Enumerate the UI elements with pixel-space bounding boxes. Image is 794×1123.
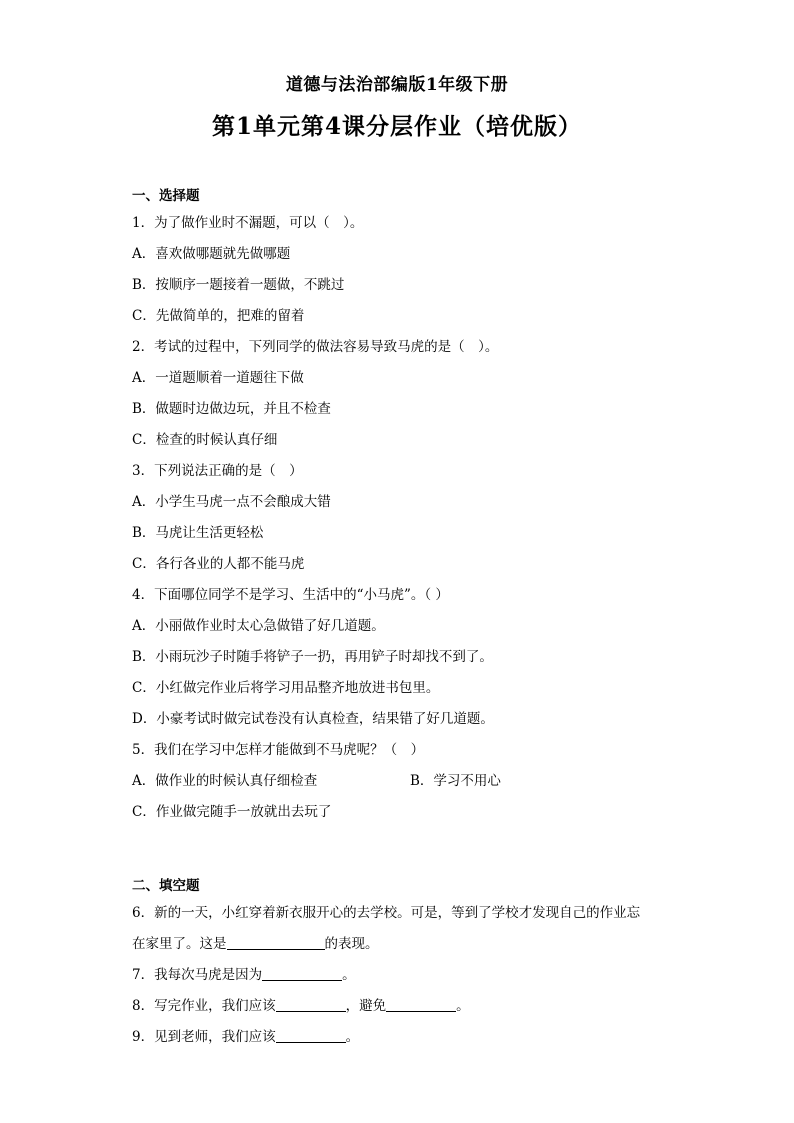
question-2-option-a: A．一道题顺着一道题往下做 [132, 370, 304, 386]
question-8-text-before: 8．写完作业，我们应该 [132, 998, 276, 1014]
question-4-option-a: A．小丽做作业时太心急做错了好几道题。 [132, 618, 385, 634]
section-heading-fill: 二、填空题 [132, 878, 200, 894]
question-5-options-row [132, 766, 672, 797]
question-8-blank-2[interactable] [386, 997, 456, 1012]
worksheet-title: 道德与法治部编版1年级下册 [285, 75, 509, 95]
worksheet-subtitle: 第1单元第4课分层作业（培优版） [211, 113, 582, 140]
question-6-text-after: 的表现。 [324, 936, 379, 952]
question-8-text-middle: ，避免 [345, 998, 387, 1014]
section-heading-choice: 一、选择题 [132, 188, 200, 204]
question-9-text-after: 。 [345, 1029, 360, 1045]
question-3-option-a: A．小学生马虎一点不会酿成大错 [132, 494, 331, 510]
question-1-option-a: A．喜欢做哪题就先做哪题 [132, 246, 291, 262]
question-3-stem: 3．下列说法正确的是（ ） [132, 463, 303, 479]
question-4-option-d: D．小豪考试时做完试卷没有认真检查，结果错了好几道题。 [132, 711, 494, 727]
question-3-option-b: B．马虎让生活更轻松 [132, 525, 264, 541]
question-4-option-c: C．小红做完作业后将学习用品整齐地放进书包里。 [132, 680, 440, 696]
question-8-text-after: 。 [456, 998, 470, 1014]
question-1-option-c: C．先做简单的，把难的留着 [132, 308, 305, 324]
question-8 [132, 991, 672, 1022]
question-6-text-before: 在家里了。这是 [132, 936, 227, 952]
worksheet-content [132, 184, 672, 1053]
question-7-text-before: 7．我每次马虎是因为 [132, 967, 263, 983]
question-5-option-c: C．作业做完随手一放就出去玩了 [132, 804, 332, 820]
question-6-blank[interactable] [227, 935, 325, 950]
question-5-option-a: A．做作业的时候认真仔细检查 [132, 773, 318, 789]
question-6-line-1: 6．新的一天，小红穿着新衣服开心的去学校。可是，等到了学校才发现自己的作业忘 [132, 905, 641, 921]
question-4-stem: 4．下面哪位同学不是学习、生活中的“小马虎”。（ ） [132, 587, 449, 603]
question-1-option-b: B．按顺序一题接着一题做，不跳过 [132, 277, 345, 293]
question-4-option-b: B．小雨玩沙子时随手将铲子一扔，再用铲子时却找不到了。 [132, 649, 493, 665]
question-9 [132, 1022, 672, 1053]
question-5-stem: 5．我们在学习中怎样才能做到不马虎呢？（ ） [132, 742, 425, 758]
question-2-stem: 2．考试的过程中，下列同学的做法容易导致马虎的是（ ）。 [132, 339, 499, 355]
question-3-option-c: C．各行各业的人都不能马虎 [132, 556, 305, 572]
question-8-blank-1[interactable] [276, 997, 346, 1012]
question-1-stem: 1．为了做作业时不漏题，可以（ ）。 [132, 215, 364, 231]
section-spacer [132, 828, 672, 874]
question-2-option-b: B．做题时边做边玩，并且不检查 [132, 401, 331, 417]
question-2-option-c: C．检查的时候认真仔细 [132, 432, 278, 448]
question-6-line-2 [132, 929, 672, 960]
question-7 [132, 960, 672, 991]
question-7-text-after: 。 [342, 967, 356, 983]
question-7-blank[interactable] [262, 966, 342, 981]
question-9-blank[interactable] [276, 1028, 346, 1043]
question-5-option-b: B．学习不用心 [410, 773, 501, 789]
question-9-text-before: 9．见到老师，我们应该 [132, 1029, 276, 1045]
